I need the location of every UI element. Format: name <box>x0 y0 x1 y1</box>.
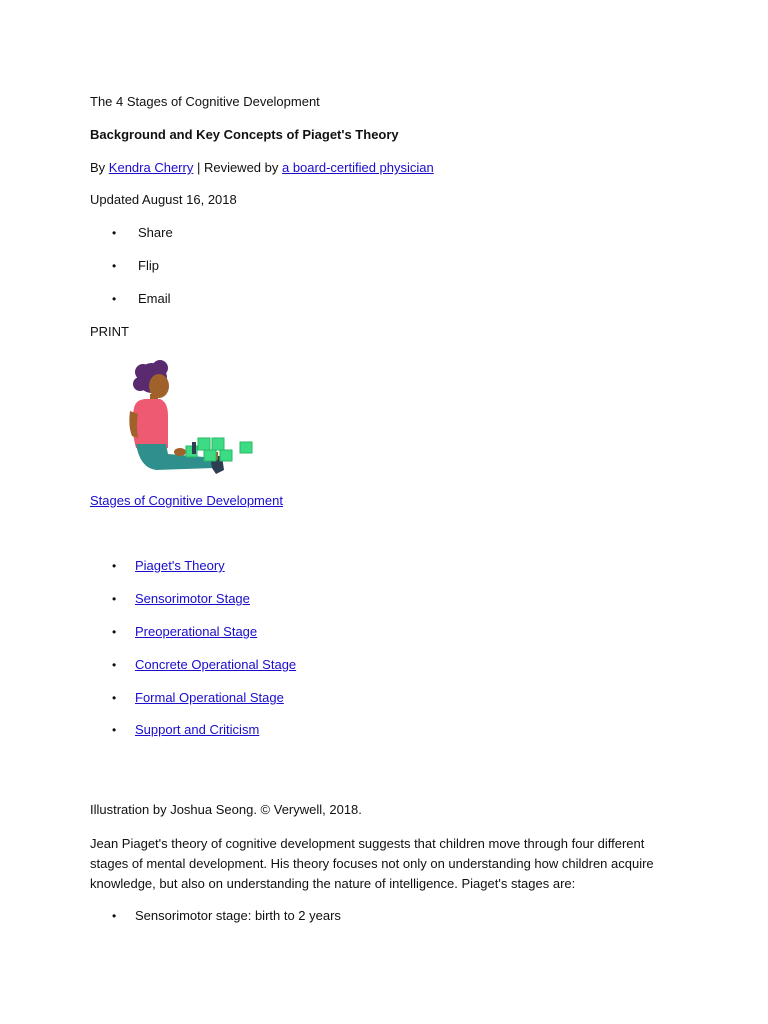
stages-link[interactable]: Stages of Cognitive Development <box>90 493 283 508</box>
toc-link[interactable]: Concrete Operational Stage <box>135 657 297 672</box>
byline <box>90 159 434 177</box>
article-subtitle: Background and Key Concepts of Piaget's Theory <box>90 127 399 142</box>
byline-separator: | Reviewed by <box>193 160 282 175</box>
print-button[interactable]: PRINT <box>90 324 129 339</box>
bullet-icon: • <box>112 226 117 240</box>
page-title: The 4 Stages of Cognitive Development <box>90 94 320 109</box>
bullet-icon: • <box>112 723 117 737</box>
updated-date: Updated August 16, 2018 <box>90 192 237 207</box>
image-caption-link[interactable] <box>90 492 283 510</box>
bullet-icon: • <box>112 592 117 606</box>
toc-link[interactable]: Support and Criticism <box>135 722 260 737</box>
byline-prefix: By <box>90 160 106 175</box>
author-link[interactable]: Kendra Cherry <box>108 160 194 175</box>
child-with-blocks-illustration <box>126 356 266 481</box>
email-label: Email <box>138 291 171 306</box>
illustration-credit: Illustration by Joshua Seong. © Verywell, 2018. <box>90 802 362 817</box>
bullet-icon: • <box>112 625 117 639</box>
bullet-icon: • <box>112 559 117 573</box>
bullet-icon: • <box>112 691 117 705</box>
reviewer-link[interactable]: a board-certified physician <box>281 160 434 175</box>
toc-link[interactable]: Piaget's Theory <box>135 558 225 573</box>
toc-link[interactable]: Preoperational Stage <box>135 624 258 639</box>
bullet-icon: • <box>112 909 117 923</box>
toc-link[interactable]: Formal Operational Stage <box>135 690 284 705</box>
bullet-icon: • <box>112 658 117 672</box>
toc-link[interactable]: Sensorimotor Stage <box>135 591 250 606</box>
intro-paragraph: Jean Piaget's theory of cognitive development suggests that children move through four different stages of mental development. His theory focuses not only on understanding how children acquire knowledge, but also on understanding the nature of intelligence. Piaget's stages are: <box>90 836 654 891</box>
bullet-icon: • <box>112 259 117 273</box>
flip-label: Flip <box>138 258 159 273</box>
stage-label: Sensorimotor stage: birth to 2 years <box>135 908 341 923</box>
share-label: Share <box>138 225 173 240</box>
bullet-icon: • <box>112 292 117 306</box>
